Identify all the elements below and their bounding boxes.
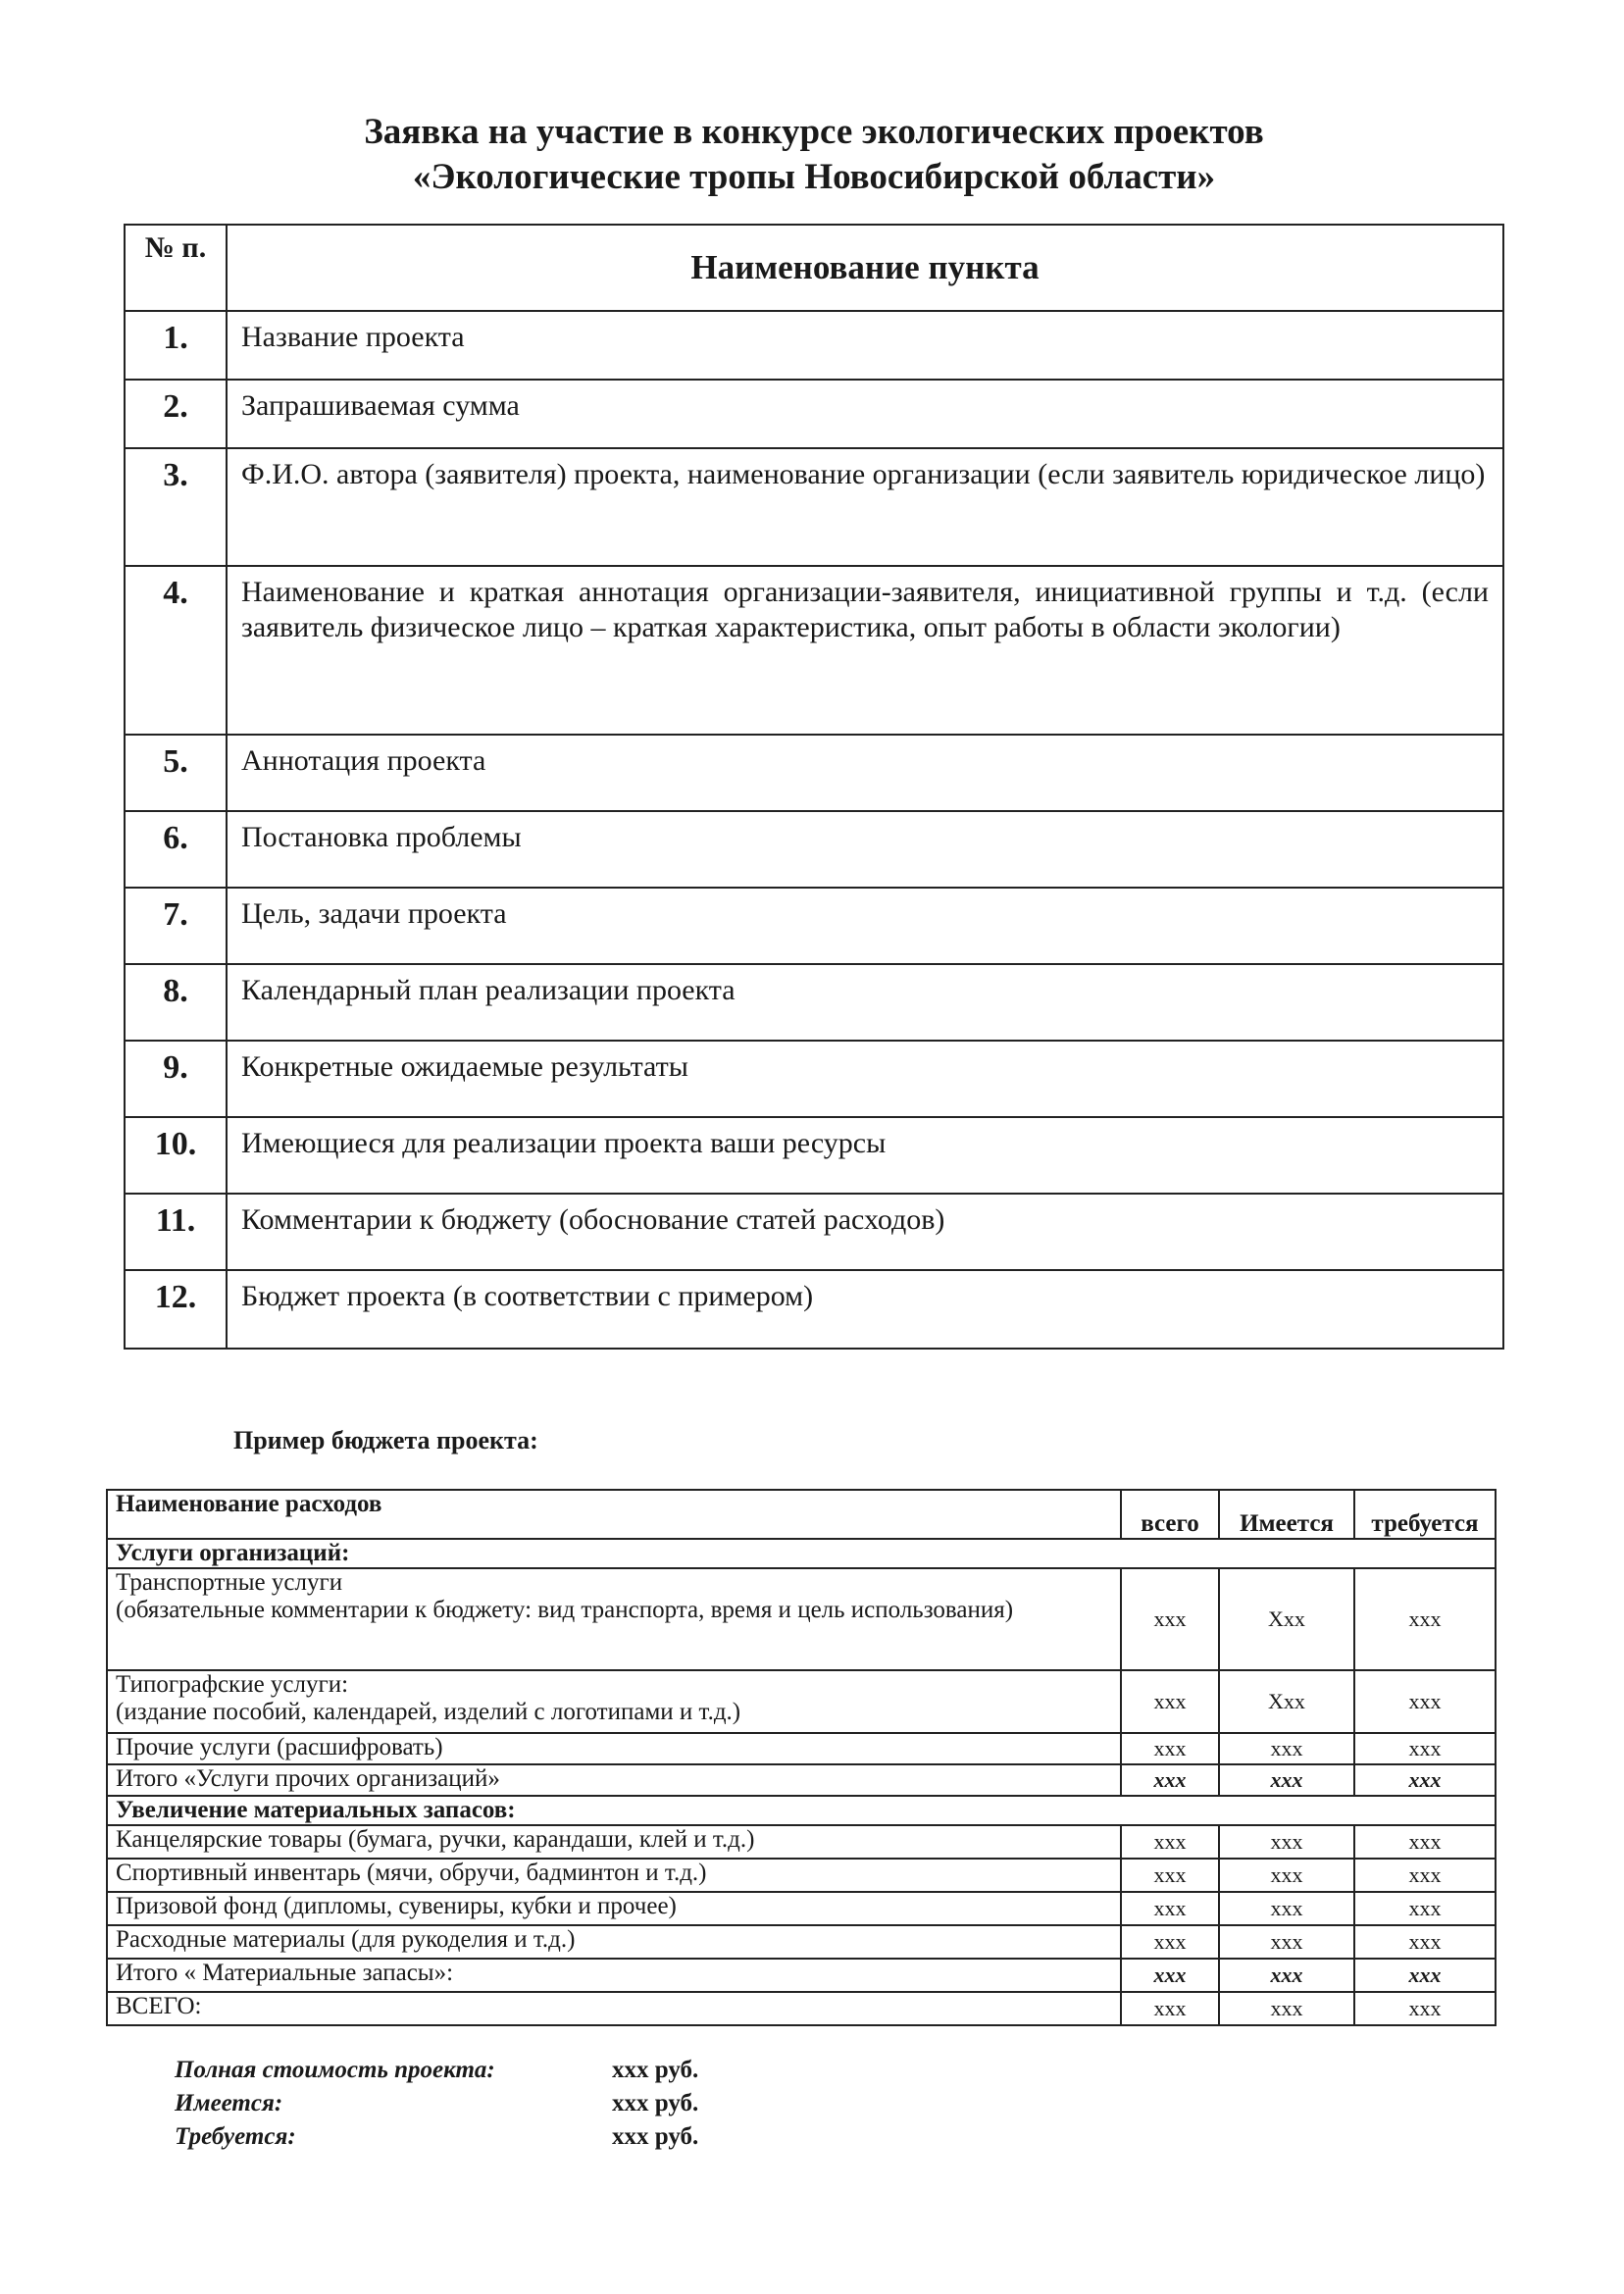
budget-item-prize-fund: Призовой фонд (дипломы, сувениры, кубки и прочее) xyxy=(107,1892,1121,1925)
value-need: xxx xyxy=(1354,1859,1496,1892)
row-text: Запрашиваемая сумма xyxy=(227,380,1503,448)
printing-comment: (издание пособий, календарей, изделий с логотипами и т.д.) xyxy=(116,1699,741,1725)
row-text: Аннотация проекта xyxy=(227,735,1503,811)
value-total: xxx xyxy=(1121,1825,1219,1859)
budget-item-transport xyxy=(107,1568,1121,1670)
table-row xyxy=(125,888,1503,964)
row-text: Календарный план реализации проекта xyxy=(227,964,1503,1041)
title-line-2: «Экологические тропы Новосибирской области» xyxy=(412,157,1216,197)
summary-full-cost xyxy=(175,2054,698,2087)
budget-row xyxy=(107,1925,1496,1959)
budget-total-services: Итого «Услуги прочих организаций» xyxy=(107,1764,1121,1796)
page-title xyxy=(294,110,1334,200)
row-text: Имеющиеся для реализации проекта ваши ресурсы xyxy=(227,1117,1503,1194)
budget-grand-total-row xyxy=(107,1992,1496,2025)
section-materials: Увеличение материальных запасов: xyxy=(107,1796,1496,1825)
row-text: Постановка проблемы xyxy=(227,811,1503,888)
cost-summary xyxy=(175,2054,698,2154)
budget-item-printing xyxy=(107,1670,1121,1733)
full-cost-label: Полная стоимость проекта: xyxy=(175,2057,495,2083)
table-row xyxy=(125,735,1503,811)
printing-title: Типографские услуги: xyxy=(116,1671,349,1698)
table-row xyxy=(125,1194,1503,1270)
row-text: Ф.И.О. автора (заявителя) проекта, наименование организации (если заявитель юридическое лицо) xyxy=(227,448,1503,566)
row-number: 12. xyxy=(125,1270,227,1349)
value-have: xxx xyxy=(1219,1959,1354,1992)
value-total: xxx xyxy=(1121,1859,1219,1892)
row-number: 11. xyxy=(125,1194,227,1270)
value-total: xxx xyxy=(1121,1568,1219,1670)
have-label: Имеется: xyxy=(175,2090,283,2116)
budget-col-have: Имеется xyxy=(1219,1490,1354,1539)
row-number: 10. xyxy=(125,1117,227,1194)
summary-have xyxy=(175,2087,698,2120)
row-number: 4. xyxy=(125,566,227,735)
value-total: xxx xyxy=(1121,1892,1219,1925)
budget-section-row xyxy=(107,1796,1496,1825)
budget-subtotal-row xyxy=(107,1959,1496,1992)
budget-total-materials: Итого « Материальные запасы»: xyxy=(107,1959,1121,1992)
value-need: xxx xyxy=(1354,1733,1496,1764)
value-total: xxx xyxy=(1121,1959,1219,1992)
value-total: xxx xyxy=(1121,1764,1219,1796)
budget-row xyxy=(107,1670,1496,1733)
budget-row xyxy=(107,1859,1496,1892)
row-text: Бюджет проекта (в соответствии с примером) xyxy=(227,1270,1503,1349)
row-text: Наименование и краткая аннотация организации-заявителя, инициативной группы и т.д. (если заявитель физическое лицо – краткая характеристика, опыт работы в области экологии) xyxy=(227,566,1503,735)
transport-comment: (обязательные комментарии к бюджету: вид транспорта, время и цель использования) xyxy=(116,1597,1014,1623)
value-total: xxx xyxy=(1121,1670,1219,1733)
row-number: 2. xyxy=(125,380,227,448)
budget-example-label: Пример бюджета проекта: xyxy=(233,1426,538,1454)
full-cost-value: xxx руб. xyxy=(612,2057,699,2083)
header-number: № п. xyxy=(125,225,227,311)
budget-row xyxy=(107,1892,1496,1925)
table-row xyxy=(125,448,1503,566)
value-need: xxx xyxy=(1354,1992,1496,2025)
table-row xyxy=(125,811,1503,888)
value-total: xxx xyxy=(1121,1992,1219,2025)
table-row xyxy=(125,566,1503,735)
table-row xyxy=(125,380,1503,448)
need-label: Требуется: xyxy=(175,2123,296,2150)
need-value: xxx руб. xyxy=(612,2123,699,2150)
transport-title: Транспортные услуги xyxy=(116,1569,343,1596)
value-need: xxx xyxy=(1354,1568,1496,1670)
row-text: Комментарии к бюджету (обоснование статей расходов) xyxy=(227,1194,1503,1270)
table-row xyxy=(125,1270,1503,1349)
value-need: xxx xyxy=(1354,1959,1496,1992)
value-have: xxx xyxy=(1219,1992,1354,2025)
value-have: Xxx xyxy=(1219,1568,1354,1670)
value-have: xxx xyxy=(1219,1825,1354,1859)
row-number: 7. xyxy=(125,888,227,964)
value-need: xxx xyxy=(1354,1764,1496,1796)
budget-subtotal-row xyxy=(107,1764,1496,1796)
budget-header-row xyxy=(107,1490,1496,1539)
row-number: 6. xyxy=(125,811,227,888)
budget-row xyxy=(107,1733,1496,1764)
table-row xyxy=(125,311,1503,380)
row-number: 5. xyxy=(125,735,227,811)
value-have: xxx xyxy=(1219,1892,1354,1925)
value-need: xxx xyxy=(1354,1825,1496,1859)
value-need: xxx xyxy=(1354,1670,1496,1733)
row-number: 1. xyxy=(125,311,227,380)
section-services: Услуги организаций: xyxy=(107,1539,1496,1568)
value-need: xxx xyxy=(1354,1892,1496,1925)
table-header-row xyxy=(125,225,1503,311)
budget-item-other-services: Прочие услуги (расшифровать) xyxy=(107,1733,1121,1764)
budget-row xyxy=(107,1568,1496,1670)
row-text: Конкретные ожидаемые результаты xyxy=(227,1041,1503,1117)
budget-item-sport: Спортивный инвентарь (мячи, обручи, бадминтон и т.д.) xyxy=(107,1859,1121,1892)
budget-col-need: требуется xyxy=(1354,1490,1496,1539)
have-value: xxx руб. xyxy=(612,2090,699,2116)
header-item-name: Наименование пункта xyxy=(227,225,1503,311)
value-have: xxx xyxy=(1219,1764,1354,1796)
budget-example-table xyxy=(106,1489,1497,2026)
value-have: xxx xyxy=(1219,1733,1354,1764)
value-have: xxx xyxy=(1219,1859,1354,1892)
table-row xyxy=(125,1117,1503,1194)
row-number: 8. xyxy=(125,964,227,1041)
row-number: 9. xyxy=(125,1041,227,1117)
budget-item-stationery: Канцелярские товары (бумага, ручки, карандаши, клей и т.д.) xyxy=(107,1825,1121,1859)
budget-row xyxy=(107,1825,1496,1859)
table-row xyxy=(125,1041,1503,1117)
budget-col-name: Наименование расходов xyxy=(107,1490,1121,1539)
table-row xyxy=(125,964,1503,1041)
value-have: Xxx xyxy=(1219,1670,1354,1733)
budget-section-row xyxy=(107,1539,1496,1568)
row-number: 3. xyxy=(125,448,227,566)
value-need: xxx xyxy=(1354,1925,1496,1959)
row-text: Цель, задачи проекта xyxy=(227,888,1503,964)
title-line-1: Заявка на участие в конкурсе экологических проектов xyxy=(364,112,1264,152)
summary-need xyxy=(175,2120,698,2154)
value-total: xxx xyxy=(1121,1733,1219,1764)
value-total: xxx xyxy=(1121,1925,1219,1959)
application-items-table xyxy=(124,224,1504,1350)
budget-item-consumables: Расходные материалы (для рукоделия и т.д.) xyxy=(107,1925,1121,1959)
row-text: Название проекта xyxy=(227,311,1503,380)
budget-col-total: всего xyxy=(1121,1490,1219,1539)
budget-grand-total: ВСЕГО: xyxy=(107,1992,1121,2025)
value-have: xxx xyxy=(1219,1925,1354,1959)
